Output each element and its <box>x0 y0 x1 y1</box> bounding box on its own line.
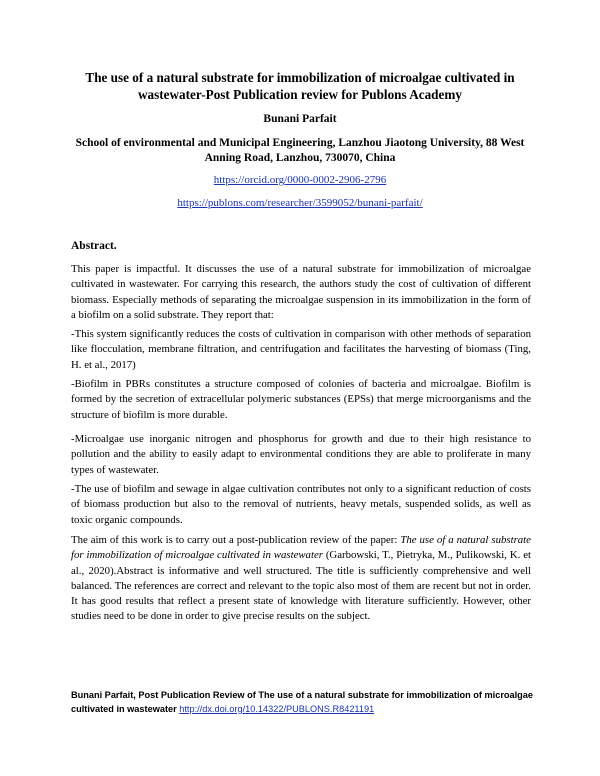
footer-doi-link[interactable]: http://dx.doi.org/10.14322/PUBLONS.R8421191 <box>179 703 375 714</box>
paper-title: The use of a natural substrate for immobilization of microalgae cultivated in wastewater-Post Publication review for Publons Academy <box>85 70 515 102</box>
abstract-paragraph-biofilm: -Biofilm in PBRs constitutes a structure composed of colonies of bacteria and microalgae. Biofilm is formed by the secretion of extracellular polymeric substances (EPSs) that merge microorganisms and the structure of biofilm is more durable. <box>71 378 531 421</box>
reviewed-paper-title: The use of a natural substrate for immobilization of microalgae cultivated in wastewater <box>71 534 531 562</box>
abstract-paragraph-cost: -This system significantly reduces the costs of cultivation in comparison with other methods of separation like flocculation, membrane filtration, and centrifugation and facilitates the harvesting of biomass (Ting, H. et al., 2017) <box>71 328 531 371</box>
abstract-paragraph-sewage: -The use of biofilm and sewage in algae cultivation contributes not only to a significant reduction of costs of biomass production but also to the removal of nutrients, heavy metals, suspended solids, as well as toxic organic compounds. <box>71 483 531 526</box>
footer-citation <box>71 689 541 716</box>
publons-link[interactable]: https://publons.com/researcher/3599052/bunani-parfait/ <box>177 197 423 209</box>
author-affiliation: School of environmental and Municipal Engineering, Lanzhou Jiaotong University, 88 West Anning Road, Lanzhou, 730070, China <box>75 137 525 164</box>
orcid-row <box>60 173 540 187</box>
review-text-end: (Garbowski, T., Pietryka, M., Pulikowski, K. et al., 2020).Abstract is informative and well structured. The title is sufficiently comprehensive and well balanced. The references are correct and relevant to the topic also most of them are recent but not in order. It has good results that reflect a present state of knowledge with literature sufficiently. However, other studies need to be done in order to give precise results on the subject. <box>71 549 531 623</box>
abstract-paragraph-nutrients: -Microalgae use inorganic nitrogen and phosphorus for growth and due to their high resistance to pollution and the ability to easily adapt to environmental conditions they are able to proliferate in many types of wastewater. <box>71 433 531 476</box>
footer-text: Bunani Parfait, Post Publication Review of The use of a natural substrate for immobilization of microalgae cultivated in wastewater <box>71 690 534 714</box>
review-paragraph <box>71 533 531 625</box>
author-name: Bunani Parfait <box>263 113 337 125</box>
publons-row <box>60 196 540 210</box>
review-text-start: The aim of this work is to carry out a post-publication review of the paper: <box>71 534 401 546</box>
abstract-paragraph-intro: This paper is impactful. It discusses the use of a natural substrate for immobilization of microalgae cultivated in wastewater. For carrying this research, the authors study the cost of cultivation of different biomass. Especially methods of separating the microalgae suspension in its immobilization in the form of a biofilm on a solid substrate. They report that: <box>71 263 531 321</box>
abstract-heading: Abstract. <box>71 240 117 252</box>
orcid-link[interactable]: https://orcid.org/0000-0002-2906-2796 <box>213 174 387 186</box>
